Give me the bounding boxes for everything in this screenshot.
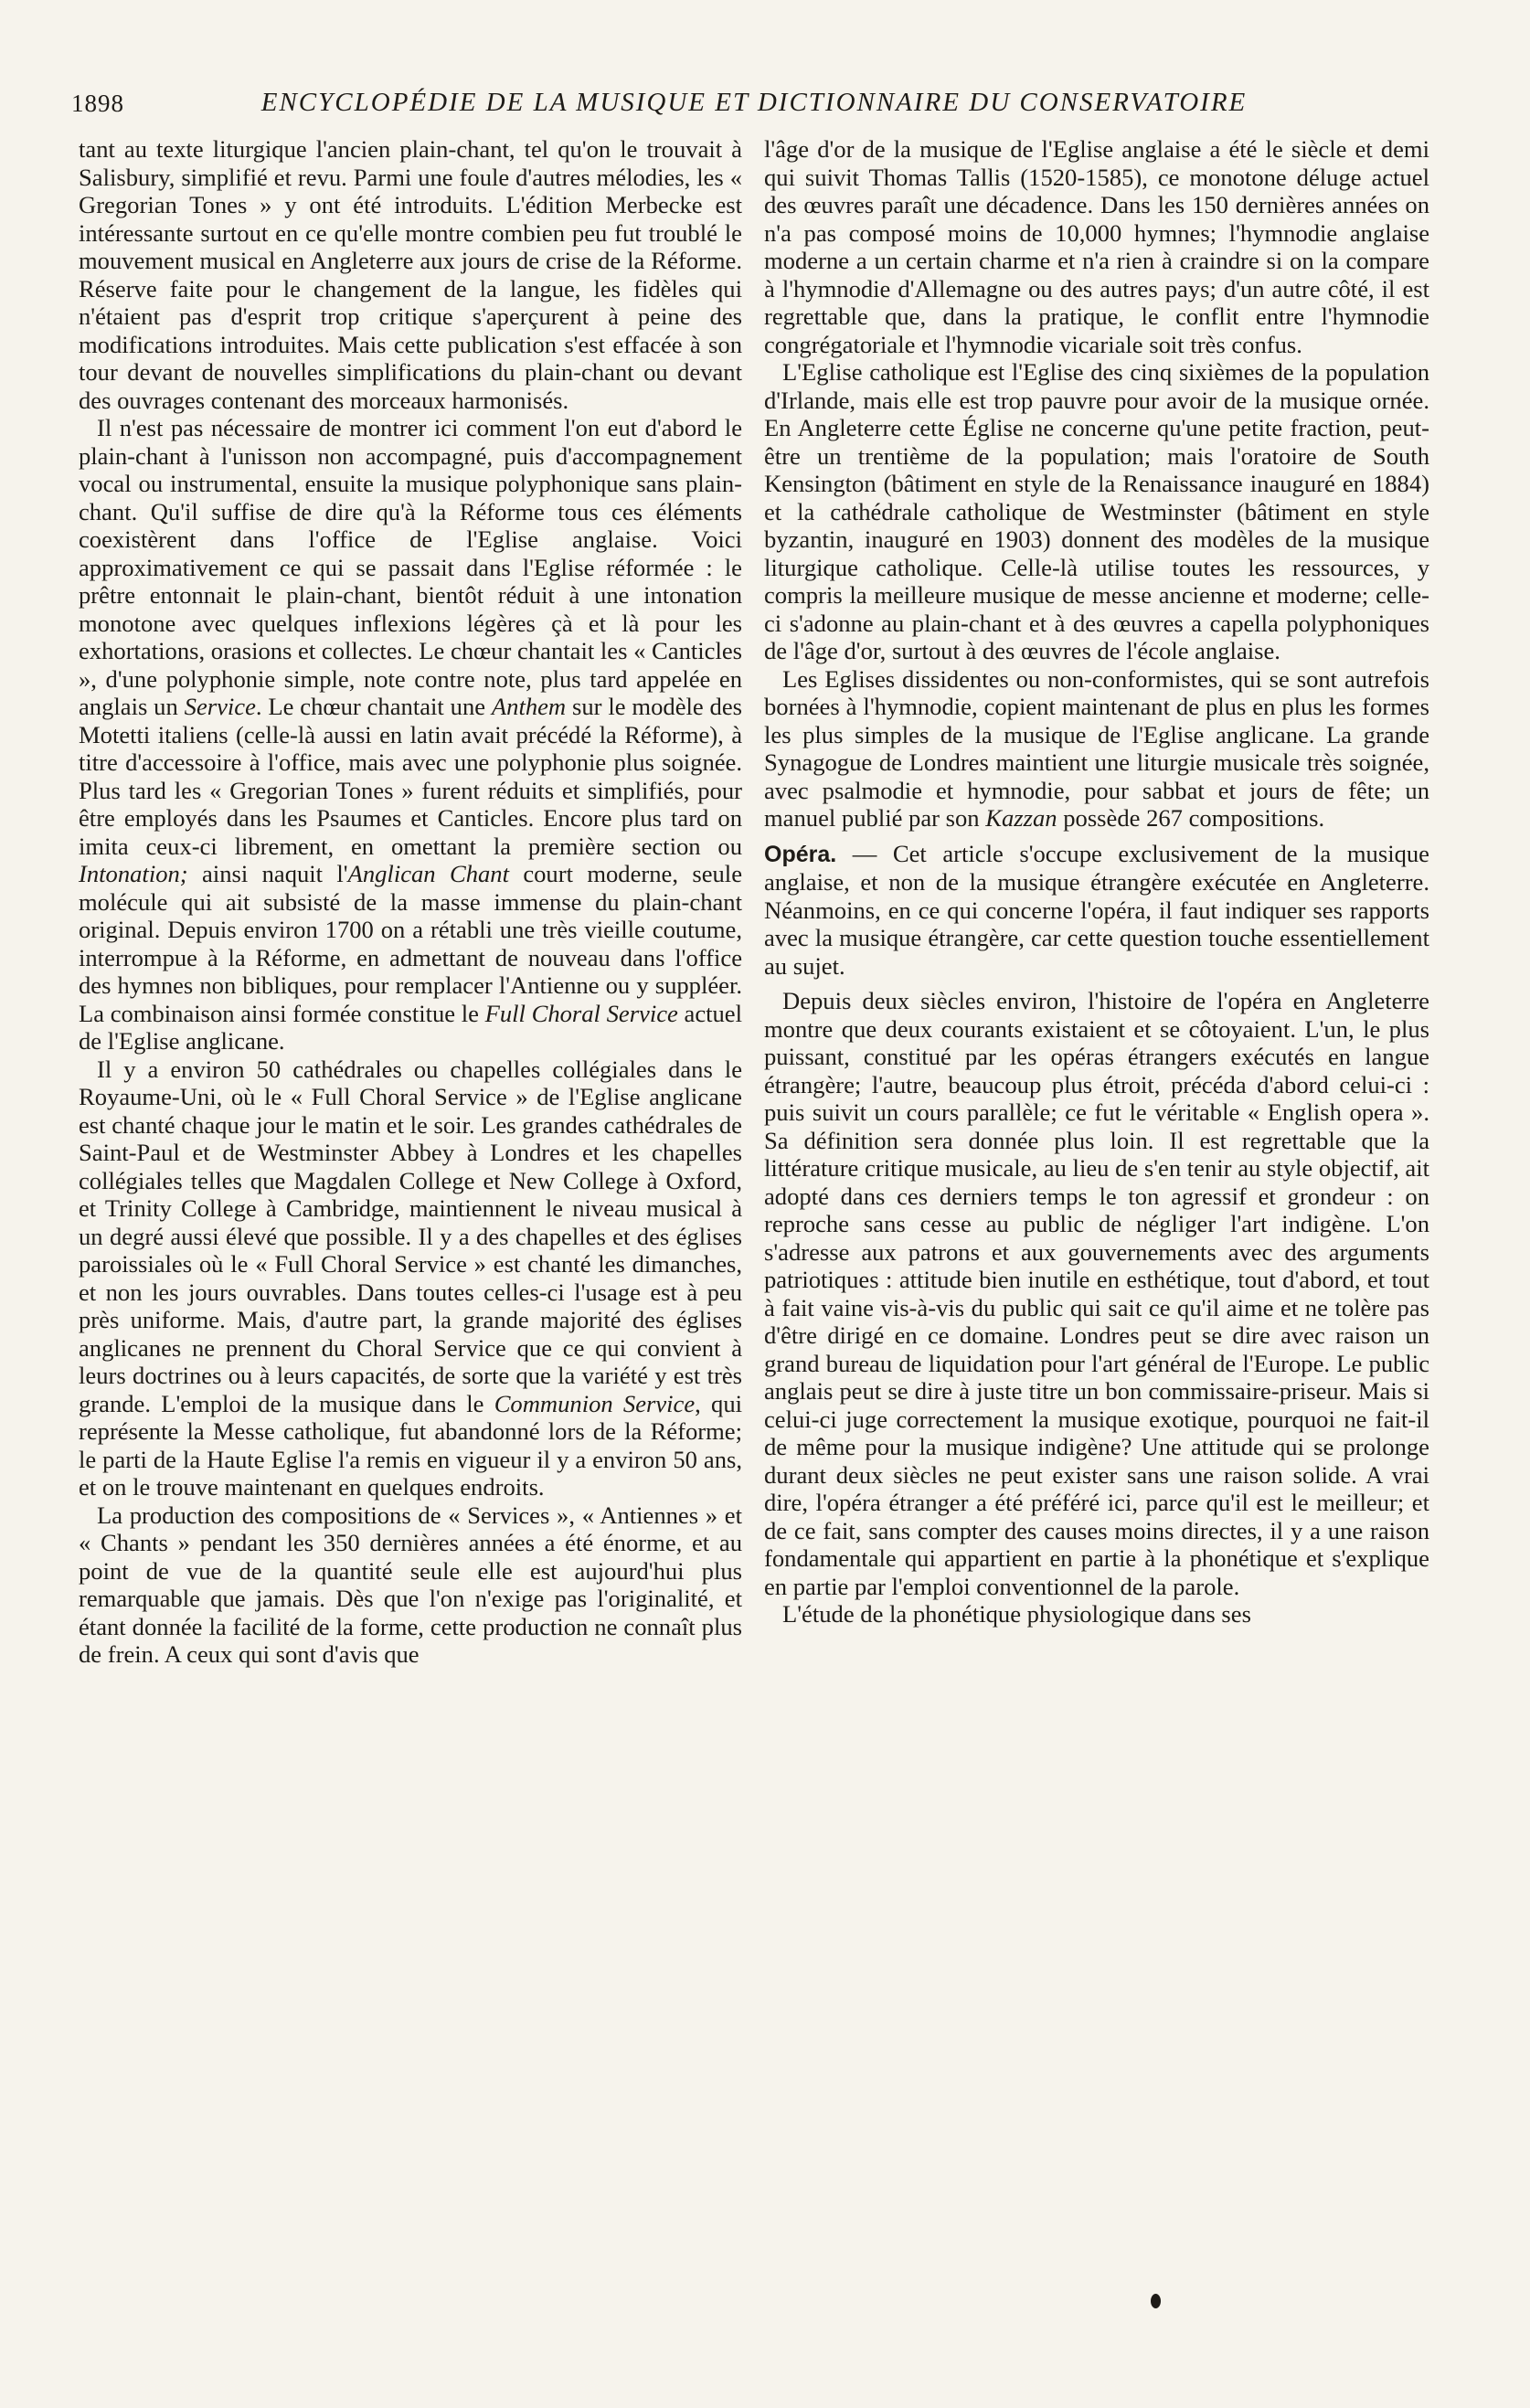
running-head: ENCYCLOPÉDIE DE LA MUSIQUE ET DICTIONNAIRE DU CONSERVATOIRE: [260, 88, 1248, 117]
italic-term: Service: [184, 693, 256, 720]
page-number: 1898: [71, 90, 124, 117]
text-run: tant au texte liturgique l'ancien plain-chant, tel qu'on le trouvait à Salisbury, simplifié et revu. Parmi une foule d'autres mélodies, les « Gregorian Tones » y ont été introduits. L'édition Merbecke est intéressante surtout en ce qu'elle montre combien peu fut troublé le mouvement musical en Angleterre aux jours de crise de la Réforme. Réserve faite pour le changement de la langue, les fidèles qui n'étaient pas d'esprit trop critique s'aperçurent à peine des modifications introduites. Mais cette publication s'est effacée à son tour devant de nouvelles simplifications du plain-chant ou devant des ouvrages contenant des morceaux harmonisés.: [79, 135, 742, 414]
text-run: Les Eglises dissidentes ou non-conformistes, qui se sont autrefois bornées à l'hymnodie, copient maintenant de plus en plus les formes les plus simples de la musique de l'Eglise anglicane. La grande Synagogue de Londres maintient une liturgie musicale très soignée, avec psalmodie et hymnodie, pour sabbat et jours de fête; un manuel publié par son: [764, 664, 1429, 832]
italic-term: Kazzan: [985, 804, 1057, 832]
right-column: [764, 135, 1429, 1628]
text-run: l'âge d'or de la musique de l'Eglise anglaise a été le siècle et demi qui suivit Thomas Tallis (1520-1585), ce monotone déluge actuel des œuvres paraît une décadence. Dans les 150 dernières années on n'a pas composé moins de 10,000 hymnes; l'hymnodie anglaise moderne a un certain charme et n'a rien à craindre si on la compare à l'hymnodie d'Allemagne ou des autres pays; d'un autre côté, il est regrettable que, dans la pratique, le conflit entre l'hymnodie congrégatoriale et l'hymnodie vicariale soit très confus.: [764, 135, 1429, 358]
left-column: [79, 135, 742, 1669]
text-run: actuel de l'Eglise anglicane.: [79, 999, 742, 1055]
italic-term: Anthem: [491, 693, 567, 720]
text-run: Il y a environ 50 cathédrales ou chapelles collégiales dans le Royaume-Uni, où le « Full Choral Service » de l'Eglise anglicane est chanté chaque jour le matin et le soir. Les grandes cathédrales de Saint-Paul et de Westminster Abbey à Londres et les chapelles collégiales telles que Magdalen College et New College à Oxford, et Trinity College à Cambridge, maintiennent le niveau musical à un degré aussi élevé que possible. Il y a des chapelles et des églises paroissiales où le « Full Choral Service » est chanté les dimanches, et non les jours ouvrables. Dans toutes celles-ci l'usage est à peu près uniforme. Mais, d'autre part, la grande majorité des églises anglicanes ne prennent du Choral Service que ce qui convient à leurs doctrines ou à leurs capacités, de sorte que la variété y est très grande. L'emploi de la musique dans le: [79, 1055, 742, 1417]
text-run: . Le chœur chantait une: [255, 693, 492, 720]
paragraph: [764, 135, 1429, 358]
text-run: , qui représente la Messe catholique, fut abandonné lors de la Réforme; le parti de la Haute Eglise l'a remis en vigueur il y a environ 50 ans, et on le trouve maintenant en quelques endroits.: [79, 1389, 743, 1501]
text-run: possède 267 compositions.: [1057, 804, 1325, 832]
paragraph: [79, 1055, 742, 1501]
text-run: court moderne, seule molécule qui ait subsisté de la masse immense du plain-chant original. Depuis environ 1700 on a rétabli une très vieille coutume, interrompue à la Réforme, en admettant de nouveau dans l'office des hymnes non bibliques, pour remplacer l'Antienne ou y suppléer. La combinaison ainsi formée constitue le: [79, 860, 742, 1027]
text-run: Il n'est pas nécessaire de montrer ici comment l'on eut d'abord le plain-chant à l'unisson non accompagné, puis d'accompagnement vocal ou instrumental, ensuite la musique polyphonique sans plain-chant. Qu'il suffise de dire qu'à la Réforme tous ces éléments coexistèrent dans l'office de l'Eglise anglaise. Voici approximativement ce qui se passait dans l'Eglise réformée : le prêtre entonnait le plain-chant, bientôt réduit à une intonation monotone avec quelques inflexions légères çà et là pour les exhortations, orasions et collectes. Le chœur chantait les « Canticles », d'une polyphonie simple, note contre note, plus tard appelée en anglais un: [79, 414, 742, 720]
paragraph: [764, 665, 1429, 833]
italic-term: Anglican Chant: [347, 860, 509, 887]
paragraph: [764, 840, 1429, 981]
text-run: ainsi naquit l': [187, 860, 348, 887]
italic-term: Communion Service: [494, 1389, 696, 1417]
paragraph: [764, 987, 1429, 1600]
italic-term: Intonation;: [79, 860, 188, 887]
text-run: — Cet article s'occupe exclusivement de la musique anglaise, et non de la musique étrangère exécutée en Angleterre. Néanmoins, en ce qui concerne l'opéra, il faut indiquer ses rapports avec la musique étrangère, car cette question touche essentiellement au sujet.: [764, 839, 1429, 980]
section-heading: Opéra.: [764, 841, 837, 867]
text-run: L'Eglise catholique est l'Eglise des cinq sixièmes de la population d'Irlande, mais elle est trop pauvre pour avoir de la musique ornée. En Angleterre cette Église ne concerne qu'une petite fraction, peut-être un trentième de la population; mais l'oratoire de South Kensington (bâtiment en style de la Renaissance inauguré en 1884) et la cathédrale catholique de Westminster (bâtiment en style byzantin, inauguré en 1903) donnent des modèles de la musique liturgique catholique. Celle-là utilise toutes les ressources, y compris la meilleure musique de messe ancienne et moderne; celle-ci s'adonne au plain-chant et à des œuvres a capella polyphoniques de l'âge d'or, surtout à des œuvres de l'école anglaise.: [764, 358, 1429, 664]
paragraph: [764, 1600, 1429, 1628]
ornament-mark: [1151, 2294, 1161, 2308]
text-run: L'étude de la phonétique physiologique dans ses: [782, 1600, 1251, 1628]
paragraph: [764, 358, 1429, 665]
paragraph: [79, 135, 742, 414]
italic-term: Full Choral Service: [484, 999, 678, 1027]
text-run: sur le modèle des Motetti italiens (celle-là aussi en latin avait précédé la Réforme), à titre d'accessoire à l'office, mais avec une polyphonie plus soignée. Plus tard les « Gregorian Tones » furent réduits et simplifiés, pour être employés dans les Psaumes et Canticles. Encore plus tard on imita ceux-ci librement, en omettant la première section ou: [79, 693, 743, 860]
paragraph: [79, 1501, 742, 1669]
text-run: Depuis deux siècles environ, l'histoire de l'opéra en Angleterre montre que deux courants existaient et se côtoyaient. L'un, le plus puissant, constitué par les opéras étrangers exécutés en langue étrangère; l'autre, beaucoup plus étroit, précéda d'abord celui-ci : puis suivit un cours parallèle; ce fut le véritable « English opera ». Sa définition sera donnée plus loin. Il est regrettable que la littérature critique musicale, au lieu de s'en tenir au style objectif, ait adopté dans ces derniers temps le ton agressif et grondeur : on reproche sans cesse au public de négliger l'art indigène. L'on s'adresse aux patrons et aux gouvernements avec des arguments patriotiques : attitude bien inutile en esthétique, tout d'abord, et tout à fait vaine vis-à-vis du public qui sait ce qu'il aime et ne tolère pas d'être dirigé en ce domaine. Londres peut se dire avec raison un grand bureau de liquidation pour l'art général de l'Europe. Le public anglais peut se dire à juste titre un bon commissaire-priseur. Mais si celui-ci juge correctement la musique exotique, pourquoi ne fait-il de même pour la musique indigène? Une attitude qui se prolonge durant deux siècles ne peut exister sans une raison solide. A vrai dire, l'opéra étranger a été préféré ici, parce qu'il est le meilleur; et de ce fait, sans compter des causes moins directes, il y a une raison fondamentale qui appartient en partie à la phonétique et s'explique en partie par l'emploi conventionnel de la parole.: [764, 987, 1429, 1600]
paragraph: [79, 414, 742, 1055]
text-run: La production des compositions de « Services », « Antiennes » et « Chants » pendant les 350 dernières années a été énorme, et au point de vue de la quantité seule elle est aujourd'hui plus remarquable que jamais. Dès que l'on n'exige pas l'originalité, et étant donnée la facilité de la forme, cette production ne connaît plus de frein. A ceux qui sont d'avis que: [79, 1501, 742, 1668]
